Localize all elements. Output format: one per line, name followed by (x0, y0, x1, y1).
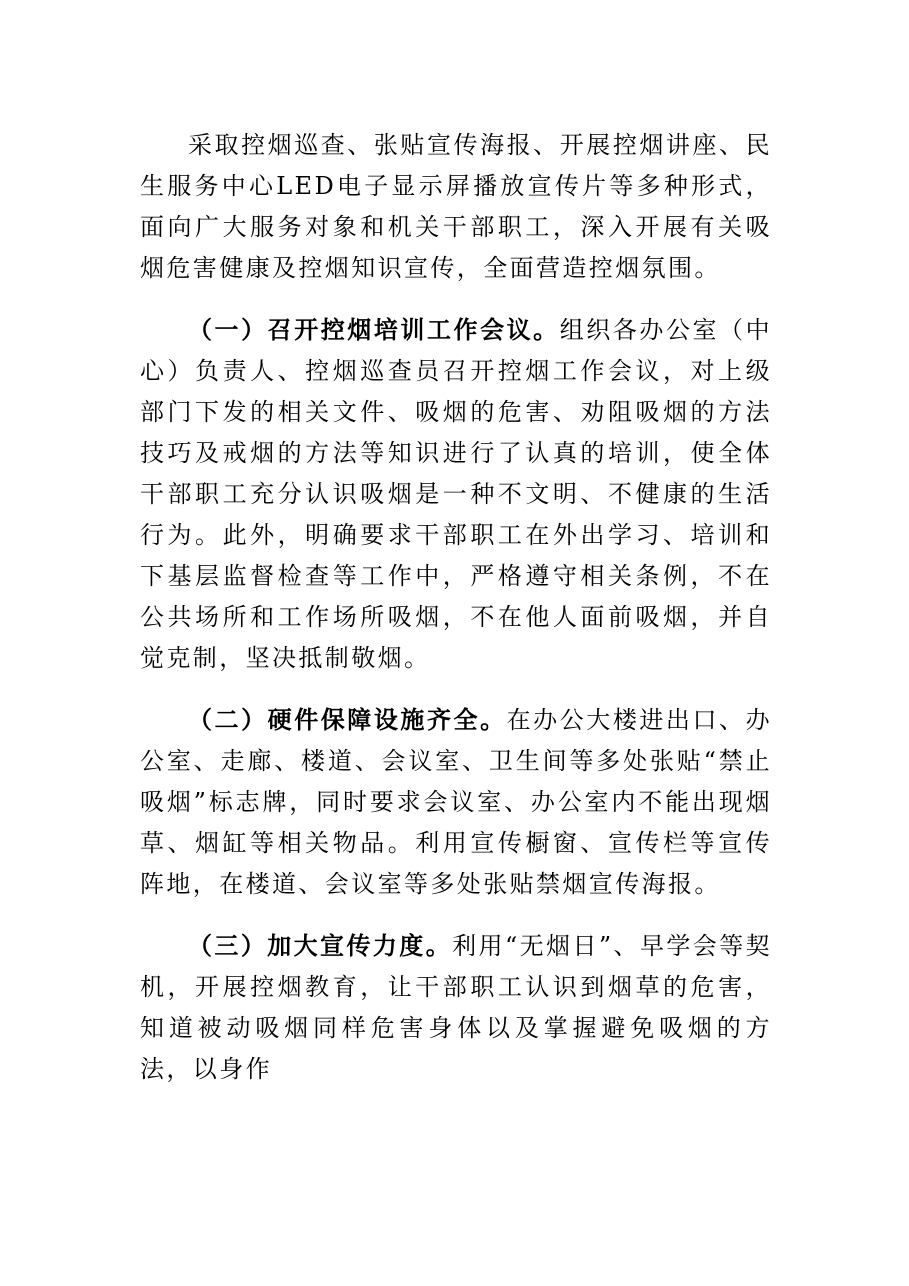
paragraph-publicity (140, 925, 772, 1090)
paragraph-intro (140, 124, 772, 289)
paragraph-training-meeting (140, 309, 772, 679)
paragraph-text: 组织各办公室（中心）负责人、控烟巡查员召开控烟工作会议，对上级部门下发的相关文件、吸烟的危害、劝阻吸烟的方法技巧及戒烟的方法等知识进行了认真的培训，使全体干部职工充分认识吸烟是一种不文明、不健康的生活行为。此外，明确要求干部职工在外出学习、培训和下基层监督检查等工作中，严格遵守相关条例，不在公共场所和工作场所吸烟，不在他人面前吸烟，并自觉克制，坚决抵制敬烟。 (140, 316, 772, 672)
paragraph-text: 利用“无烟日”、早学会等契机，开展控烟教育，让干部职工认识到烟草的危害，知道被动吸烟同样危害身体以及掌握避免吸烟的方法，以身作 (140, 932, 772, 1083)
paragraph-hardware-facilities (140, 699, 772, 905)
document-body (140, 124, 772, 1110)
paragraph-heading: （二）硬件保障设施齐全。 (188, 705, 507, 734)
paragraph-heading: （一）召开控烟培训工作会议。 (188, 315, 560, 344)
paragraph-text: 在办公大楼进出口、办公室、走廊、楼道、会议室、卫生间等多处张贴“禁止吸烟”标志牌，同时要求会议室、办公室内不能出现烟草、烟缸等相关物品。利用宣传橱窗、宣传栏等宣传阵地，在楼道、会议室等多处张贴禁烟宣传海报。 (140, 706, 772, 898)
paragraph-text: 采取控烟巡查、张贴宣传海报、开展控烟讲座、民生服务中心LED电子显示屏播放宣传片等多种形式，面向广大服务对象和机关干部职工，深入开展有关吸烟危害健康及控烟知识宣传，全面营造控烟氛围。 (140, 131, 772, 282)
paragraph-heading: （三）加大宣传力度。 (188, 931, 453, 960)
